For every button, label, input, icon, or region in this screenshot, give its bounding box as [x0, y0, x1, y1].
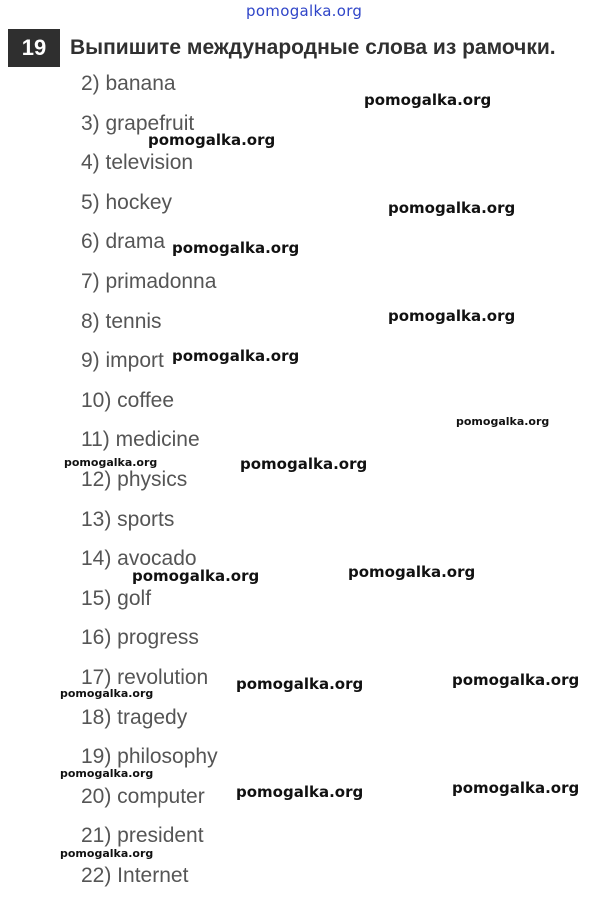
watermark-text: pomogalka.org	[236, 783, 364, 801]
answer-item: 9) import	[81, 349, 164, 373]
answer-item: 15) golf	[81, 586, 152, 610]
answer-item: 3) grapefruit	[81, 111, 195, 135]
answer-item: 21) president	[81, 824, 204, 848]
site-header-watermark: pomogalka.org	[246, 2, 363, 20]
answer-item: 10) coffee	[81, 388, 175, 412]
answer-item: 8) tennis	[81, 309, 162, 333]
watermark-text: pomogalka.org	[148, 131, 276, 149]
watermark-text: pomogalka.org	[60, 767, 154, 780]
answer-item: 14) avocado	[81, 547, 197, 571]
answer-item: 16) progress	[81, 626, 199, 650]
answer-item: 4) television	[81, 151, 194, 175]
watermark-text: pomogalka.org	[452, 671, 580, 689]
watermark-text: pomogalka.org	[388, 199, 516, 217]
watermark-text: pomogalka.org	[452, 779, 580, 797]
answer-item: 12) physics	[81, 467, 188, 491]
watermark-text: pomogalka.org	[172, 347, 300, 365]
answer-item: 13) sports	[81, 507, 175, 531]
watermark-text: pomogalka.org	[236, 675, 364, 693]
watermark-text: pomogalka.org	[60, 847, 154, 860]
task-title: Выпишите международные слова из рамочки.	[70, 36, 556, 59]
answer-item: 6) drama	[81, 230, 166, 254]
task-header	[8, 29, 556, 67]
answer-item: 2) banana	[81, 72, 176, 95]
watermark-text: pomogalka.org	[64, 456, 158, 469]
answer-item: 17) revolution	[81, 665, 209, 689]
answer-item: 22) Internet	[81, 863, 189, 887]
watermark-text: pomogalka.org	[172, 239, 300, 257]
watermark-text: pomogalka.org	[240, 455, 368, 473]
watermark-text: pomogalka.org	[456, 415, 550, 428]
answer-item: 5) hockey	[81, 190, 173, 214]
watermark-text: pomogalka.org	[132, 567, 260, 585]
watermark-text: pomogalka.org	[348, 563, 476, 581]
answer-item: 19) philosophy	[81, 745, 218, 769]
answer-item: 11) medicine	[81, 428, 200, 452]
watermark-text: pomogalka.org	[60, 687, 154, 700]
watermark-text: pomogalka.org	[388, 307, 516, 325]
answer-item: 7) primadonna	[81, 269, 217, 293]
answer-item: 18) tragedy	[81, 705, 188, 729]
answer-item: 20) computer	[81, 784, 205, 808]
task-number-badge: 19	[8, 29, 60, 67]
watermark-text: pomogalka.org	[364, 91, 492, 109]
